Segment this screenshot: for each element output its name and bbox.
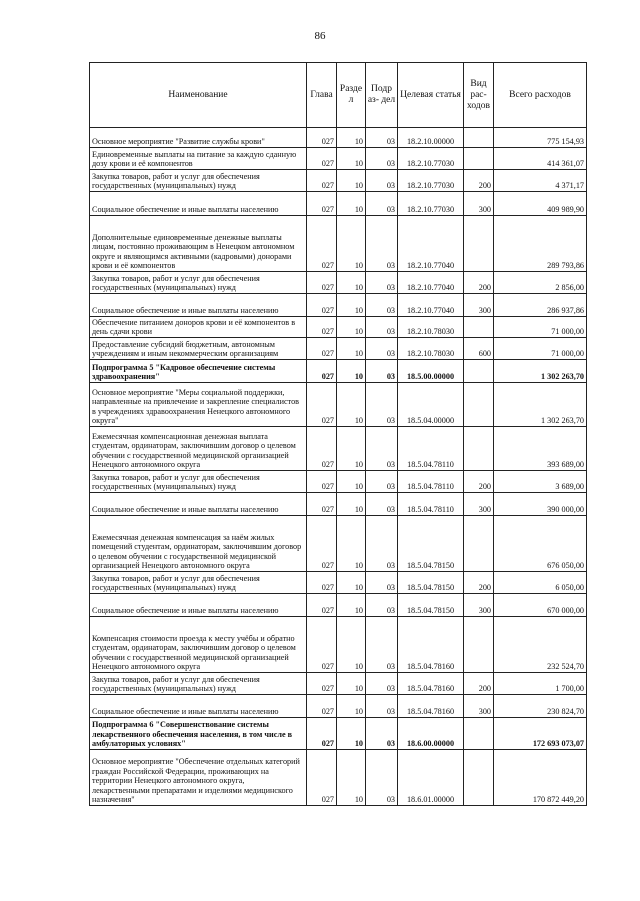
row-statya: 18.2.10.77040 (398, 294, 464, 317)
row-podrazdel: 03 (366, 383, 398, 427)
row-razdel: 10 (337, 360, 366, 383)
row-podrazdel: 03 (366, 317, 398, 338)
table-row (90, 192, 587, 216)
table-row (90, 516, 587, 572)
table-row (90, 493, 587, 516)
row-statya: 18.2.10.77030 (398, 170, 464, 192)
row-vid: 300 (464, 493, 494, 516)
header-total: Всего расходов (494, 63, 587, 128)
row-statya: 18.6.01.00000 (398, 750, 464, 806)
row-total: 289 793,86 (494, 216, 587, 272)
row-vid (464, 360, 494, 383)
row-name: Социальное обеспечение и иные выплаты населению (90, 493, 307, 516)
row-statya: 18.5.04.78110 (398, 471, 464, 493)
row-razdel: 10 (337, 338, 366, 360)
row-vid (464, 148, 494, 170)
row-total: 6 050,00 (494, 572, 587, 594)
header-vid: Вид рас- ходов (464, 63, 494, 128)
row-total: 676 050,00 (494, 516, 587, 572)
row-glava: 027 (307, 750, 337, 806)
row-name: Основное мероприятие "Развитие службы крови" (90, 128, 307, 148)
row-name: Закупка товаров, работ и услуг для обеспечения государственных (муниципальных) нужд (90, 471, 307, 493)
header-podrazdel: Подр аз- дел (366, 63, 398, 128)
row-total: 775 154,93 (494, 128, 587, 148)
row-vid: 200 (464, 673, 494, 695)
row-podrazdel: 03 (366, 294, 398, 317)
row-razdel: 10 (337, 493, 366, 516)
row-statya: 18.5.04.78150 (398, 572, 464, 594)
row-razdel: 10 (337, 572, 366, 594)
row-razdel: 10 (337, 128, 366, 148)
row-razdel: 10 (337, 695, 366, 718)
row-total: 71 000,00 (494, 317, 587, 338)
row-vid: 300 (464, 695, 494, 718)
row-glava: 027 (307, 360, 337, 383)
row-podrazdel: 03 (366, 170, 398, 192)
row-vid: 600 (464, 338, 494, 360)
row-glava: 027 (307, 272, 337, 294)
table-row (90, 216, 587, 272)
row-razdel: 10 (337, 718, 366, 750)
row-statya: 18.2.10.00000 (398, 128, 464, 148)
row-total: 1 302 263,70 (494, 360, 587, 383)
row-statya: 18.2.10.78030 (398, 317, 464, 338)
row-podrazdel: 03 (366, 338, 398, 360)
row-statya: 18.5.00.00000 (398, 360, 464, 383)
row-total: 390 000,00 (494, 493, 587, 516)
row-glava: 027 (307, 695, 337, 718)
row-total: 232 524,70 (494, 617, 587, 673)
header-statya: Целевая статья (398, 63, 464, 128)
row-glava: 027 (307, 516, 337, 572)
row-name: Социальное обеспечение и иные выплаты населению (90, 192, 307, 216)
row-name: Обеспечение питанием доноров крови и её компонентов в день сдачи крови (90, 317, 307, 338)
row-razdel: 10 (337, 170, 366, 192)
row-glava: 027 (307, 493, 337, 516)
row-vid (464, 128, 494, 148)
row-glava: 027 (307, 718, 337, 750)
row-razdel: 10 (337, 272, 366, 294)
row-vid: 200 (464, 272, 494, 294)
table-row (90, 572, 587, 594)
row-total: 670 000,00 (494, 594, 587, 617)
row-statya: 18.5.04.00000 (398, 383, 464, 427)
row-razdel: 10 (337, 216, 366, 272)
row-podrazdel: 03 (366, 673, 398, 695)
row-name: Предоставление субсидий бюджетным, автономным учреждениям и иным некоммерческим организациям (90, 338, 307, 360)
row-total: 71 000,00 (494, 338, 587, 360)
page-number: 86 (314, 30, 326, 42)
row-vid (464, 617, 494, 673)
row-name: Закупка товаров, работ и услуг для обеспечения государственных (муниципальных) нужд (90, 170, 307, 192)
row-razdel: 10 (337, 516, 366, 572)
table-row (90, 170, 587, 192)
row-razdel: 10 (337, 594, 366, 617)
row-vid: 300 (464, 594, 494, 617)
row-podrazdel: 03 (366, 572, 398, 594)
table-row (90, 128, 587, 148)
row-vid (464, 516, 494, 572)
table-row (90, 718, 587, 750)
row-razdel: 10 (337, 427, 366, 471)
row-statya: 18.5.04.78110 (398, 427, 464, 471)
row-name: Подпрограмма 5 "Кадровое обеспечение системы здравоохранения" (90, 360, 307, 383)
header-name: Наименование (90, 63, 307, 128)
row-vid (464, 750, 494, 806)
row-podrazdel: 03 (366, 718, 398, 750)
row-name: Социальное обеспечение и иные выплаты населению (90, 294, 307, 317)
row-glava: 027 (307, 294, 337, 317)
row-razdel: 10 (337, 673, 366, 695)
table-row (90, 695, 587, 718)
row-glava: 027 (307, 148, 337, 170)
row-statya: 18.5.04.78110 (398, 493, 464, 516)
row-podrazdel: 03 (366, 216, 398, 272)
row-podrazdel: 03 (366, 471, 398, 493)
row-vid: 300 (464, 294, 494, 317)
row-vid: 300 (464, 192, 494, 216)
row-total: 393 689,00 (494, 427, 587, 471)
table-row (90, 148, 587, 170)
row-name: Основное мероприятие "Меры социальной поддержки, направленные на привлечение и закрепление специалистов в учреждениях здравоохранения Ненецкого автономного округа" (90, 383, 307, 427)
table-row (90, 594, 587, 617)
row-statya: 18.5.04.78160 (398, 617, 464, 673)
budget-table (89, 62, 587, 806)
row-podrazdel: 03 (366, 427, 398, 471)
row-name: Подпрограмма 6 "Совершенствование системы лекарственного обеспечения населения, в том числе в амбулаторных условиях" (90, 718, 307, 750)
row-razdel: 10 (337, 294, 366, 317)
row-razdel: 10 (337, 617, 366, 673)
row-statya: 18.2.10.77040 (398, 216, 464, 272)
row-vid (464, 216, 494, 272)
row-podrazdel: 03 (366, 617, 398, 673)
row-podrazdel: 03 (366, 272, 398, 294)
row-podrazdel: 03 (366, 750, 398, 806)
row-total: 286 937,86 (494, 294, 587, 317)
row-name: Компенсация стоимости проезда к месту учёбы и обратно студентам, ординаторам, заключившим договор о целевом обучении с государственной медицинской организацией Ненецкого автономного округа (90, 617, 307, 673)
row-glava: 027 (307, 594, 337, 617)
row-podrazdel: 03 (366, 192, 398, 216)
row-statya: 18.2.10.78030 (398, 338, 464, 360)
row-razdel: 10 (337, 148, 366, 170)
row-podrazdel: 03 (366, 360, 398, 383)
row-podrazdel: 03 (366, 594, 398, 617)
row-glava: 027 (307, 338, 337, 360)
header-glava: Глава (307, 63, 337, 128)
row-podrazdel: 03 (366, 148, 398, 170)
row-total: 414 361,07 (494, 148, 587, 170)
row-name: Ежемесячная компенсационная денежная выплата студентам, ординаторам, заключившим договор о целевом обучении с государственной медицинской организацией Ненецкого автономного округа (90, 427, 307, 471)
row-name: Закупка товаров, работ и услуг для обеспечения государственных (муниципальных) нужд (90, 572, 307, 594)
header-razdel: Разде л (337, 63, 366, 128)
table-row (90, 338, 587, 360)
row-name: Ежемесячная денежная компенсация за наём жилых помещений студентам, ординаторам, заключившим договор о целевом обучении с государственной медицинской организацией Ненецкого автономного округа (90, 516, 307, 572)
table-row (90, 317, 587, 338)
row-name: Закупка товаров, работ и услуг для обеспечения государственных (муниципальных) нужд (90, 272, 307, 294)
row-name: Основное мероприятие "Обеспечение отдельных категорий граждан Российской Федерации, проживающих на территории Ненецкого автономного округа, лекарственными препаратами и изделиями медицинского назначения" (90, 750, 307, 806)
row-total: 1 302 263,70 (494, 383, 587, 427)
row-name: Дополнительные единовременные денежные выплаты лицам, постоянно проживающим в Ненецком автономном округе и являющимся активными (кадровыми) донорами крови и её компонентов (90, 216, 307, 272)
row-statya: 18.5.04.78160 (398, 673, 464, 695)
row-name: Единовременные выплаты на питание за каждую сданную дозу крови и её компонентов (90, 148, 307, 170)
row-vid (464, 718, 494, 750)
row-total: 230 824,70 (494, 695, 587, 718)
row-glava: 027 (307, 427, 337, 471)
row-statya: 18.5.04.78150 (398, 516, 464, 572)
row-podrazdel: 03 (366, 516, 398, 572)
row-vid: 200 (464, 471, 494, 493)
row-statya: 18.5.04.78150 (398, 594, 464, 617)
row-glava: 027 (307, 170, 337, 192)
row-glava: 027 (307, 128, 337, 148)
row-razdel: 10 (337, 471, 366, 493)
row-statya: 18.6.00.00000 (398, 718, 464, 750)
row-vid (464, 383, 494, 427)
row-podrazdel: 03 (366, 493, 398, 516)
row-statya: 18.2.10.77040 (398, 272, 464, 294)
row-vid: 200 (464, 572, 494, 594)
table-row (90, 272, 587, 294)
row-total: 409 989,90 (494, 192, 587, 216)
row-glava: 027 (307, 572, 337, 594)
row-name: Социальное обеспечение и иные выплаты населению (90, 594, 307, 617)
row-razdel: 10 (337, 192, 366, 216)
row-total: 1 700,00 (494, 673, 587, 695)
table-row (90, 750, 587, 806)
row-statya: 18.2.10.77030 (398, 192, 464, 216)
row-podrazdel: 03 (366, 695, 398, 718)
row-razdel: 10 (337, 750, 366, 806)
row-total: 2 856,00 (494, 272, 587, 294)
table-row (90, 673, 587, 695)
row-podrazdel: 03 (366, 128, 398, 148)
row-vid (464, 427, 494, 471)
table-row (90, 427, 587, 471)
row-total: 170 872 449,20 (494, 750, 587, 806)
row-glava: 027 (307, 317, 337, 338)
table-row (90, 617, 587, 673)
row-glava: 027 (307, 673, 337, 695)
row-vid: 200 (464, 170, 494, 192)
row-statya: 18.5.04.78160 (398, 695, 464, 718)
table-row (90, 383, 587, 427)
row-glava: 027 (307, 617, 337, 673)
table-row (90, 360, 587, 383)
row-glava: 027 (307, 192, 337, 216)
table-row (90, 294, 587, 317)
row-vid (464, 317, 494, 338)
row-name: Социальное обеспечение и иные выплаты населению (90, 695, 307, 718)
row-statya: 18.2.10.77030 (398, 148, 464, 170)
row-glava: 027 (307, 471, 337, 493)
table-header-row (90, 63, 587, 128)
row-razdel: 10 (337, 383, 366, 427)
row-name: Закупка товаров, работ и услуг для обеспечения государственных (муниципальных) нужд (90, 673, 307, 695)
row-total: 172 693 073,07 (494, 718, 587, 750)
row-total: 4 371,17 (494, 170, 587, 192)
row-glava: 027 (307, 216, 337, 272)
row-razdel: 10 (337, 317, 366, 338)
row-glava: 027 (307, 383, 337, 427)
table-row (90, 471, 587, 493)
row-total: 3 689,00 (494, 471, 587, 493)
